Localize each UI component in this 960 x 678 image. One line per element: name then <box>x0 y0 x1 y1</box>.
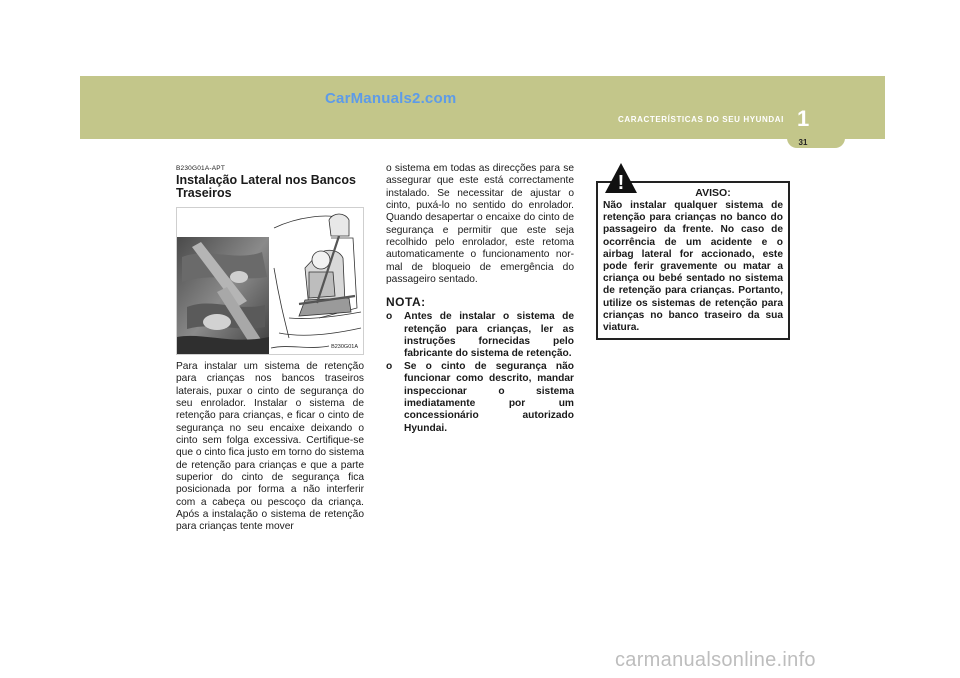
figure-child-seat-installation <box>176 207 364 355</box>
warning-symbol: ! <box>617 172 625 194</box>
note-bullet: o <box>386 360 393 372</box>
note-item <box>386 311 574 360</box>
note-item <box>386 361 574 435</box>
section-code: B230G01A-APT <box>176 165 226 172</box>
note-text: Se o cinto de segurança não funcionar como descrito, mandar inspeccionar o sistema imediatamente por um concessionário autorizado Hyundai. <box>404 360 574 434</box>
child-seat-drawing <box>269 208 364 355</box>
site-logo[interactable]: CarManuals2.com <box>325 90 457 107</box>
warning-box <box>596 172 790 340</box>
header-band <box>80 76 885 139</box>
warning-triangle-icon <box>604 162 638 194</box>
column-right <box>596 163 790 340</box>
figure-code: B230G01A <box>331 344 358 350</box>
warning-title: AVISO: <box>695 187 731 199</box>
section-heading: Instalação Lateral nos Bancos Traseiros <box>176 173 356 200</box>
note-heading: NOTA: <box>386 295 426 310</box>
note-list <box>386 311 574 434</box>
body-text-part2: o sistema em todas as direcções para se assegurar que este está correctamente instalado. Se necessitar de ajustar o cinto, puxá-lo no sentido do enrolador. Quando desapertar o encaixe do cinto de segurança e permitir que este seja recolhido pelo enrolador, este retoma automaticamente o funcionamento nor-mal de bloqueio de emergência do passageiro sentado. <box>386 163 574 286</box>
chapter-number: 1 <box>797 106 810 131</box>
column-left <box>176 163 364 534</box>
page-number: 31 <box>798 138 808 147</box>
seatbelt-photo <box>177 237 269 355</box>
note-bullet: o <box>386 311 393 323</box>
note-text: Antes de instalar o sistema de retenção para crianças, ler as instruções fornecidas pelo fabricante do sistema de retenção. <box>404 311 574 360</box>
footer-watermark[interactable]: carmanualsonline.info <box>615 649 816 671</box>
section-title: CARACTERÍSTICAS DO SEU HYUNDAI <box>618 115 785 124</box>
column-middle <box>386 163 574 435</box>
body-text-part1: Para instalar um sistema de retenção para crianças nos bancos traseiros laterais, puxar o cinto de segurança do seu enrolador. Instalar o sistema de retenção para crianças, e ficar o cinto de segurança no seu encaixe deixando o cinto sem folga excessiva. Certifique-se que o cinto fica justo em torno do sistema de retenção para crianças e que a parte superior do cinto de segurança fica posicionada por forma a não interferir com a cabeça ou pescoço da criança. Após a instalação o sistema de retenção para crianças tente mover <box>176 361 365 533</box>
warning-text: Não instalar qualquer sistema de retenção para crianças no banco do passageiro da frente. No caso de ocorrência de um acidente e o airbag lateral for accionado, este pode ferir gravemente ou matar a criança ou bebé sentado no sistema de retenção para crianças. Portanto, utilize os sistemas de retenção para crianças no banco traseiro da sua viatura. <box>603 200 783 334</box>
